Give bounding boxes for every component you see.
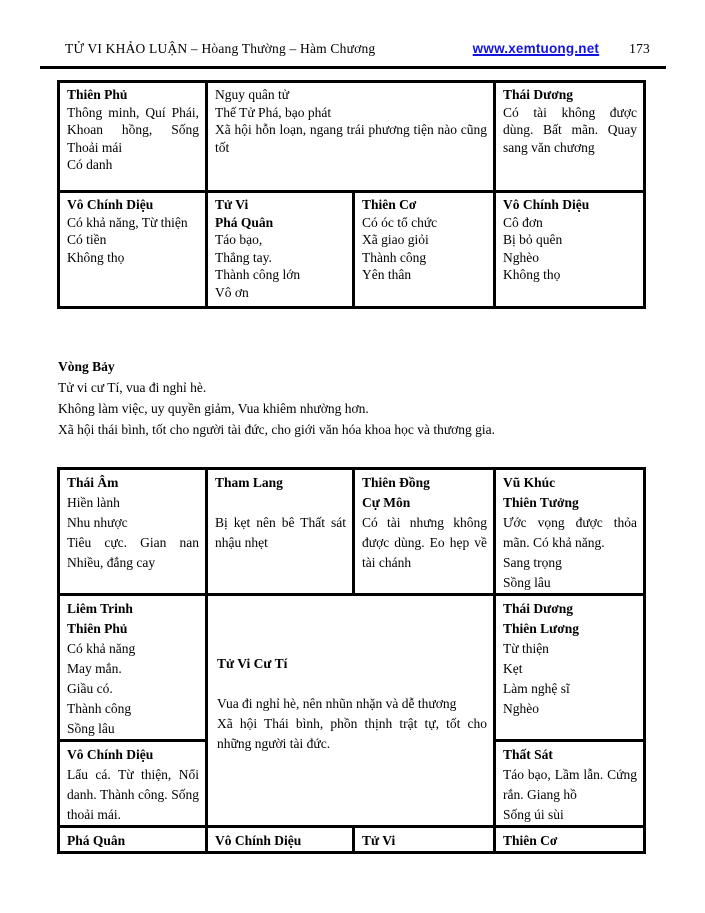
cell-body: Có tài nhưng không được dùng. Eo hẹp về tài chánh (362, 515, 487, 570)
astro-chart-table-top (57, 80, 646, 309)
cell-title: Tham Lang (215, 475, 283, 490)
cell-body: Có óc tổ chức Xã giao giỏi Thành công Yên thân (362, 214, 438, 283)
cell-vu-khuc-thien-tuong (495, 469, 645, 595)
cell-title: Vô Chính Diệu (67, 197, 154, 212)
cell-body: Nguy quân tử Thế Tử Phá, bạo phát Xã hội hỗn loạn, ngang trái phương tiện nào cũng tốt (215, 87, 487, 155)
cell-title: Thiên Đồng Cự Môn (362, 475, 430, 510)
cell-title: Thái Dương Thiên Lương (503, 601, 579, 636)
cell-title: Vũ Khúc Thiên Tưởng (503, 475, 579, 510)
cell-thai-duong-thien-luong (495, 595, 645, 741)
cell-vo-chinh-dieu-4 (207, 827, 354, 853)
cell-body: Vua đi nghỉ hè, nên nhũn nhặn và dễ thương Xã hội Thái bình, phồn thịnh trật tự, tốt cho những người tài đức. (217, 696, 487, 751)
cell-body: Lẩu cá. Từ thiện, Nổi danh. Thành công. Sống thoải mái. (67, 767, 199, 822)
cell-title: Tử Vi (362, 833, 396, 848)
cell-tu-vi-pha-quan (207, 192, 354, 308)
section-text: Tử vi cư Tí, vua đi nghỉ hè. Không làm việc, uy quyền giảm, Vua khiêm nhường hơn. Xã hội thái bình, tốt cho người tài đức, cho giới văn hóa khoa học và thương gia. (58, 380, 496, 437)
cell-thai-duong-top (495, 82, 645, 192)
section-heading: Vòng Bảy (58, 359, 115, 374)
cell-title: Tử Vi Cư Tí (217, 656, 288, 671)
cell-thien-co-bottom (495, 827, 645, 853)
cell-body: Hiền lành Nhu nhược Tiêu cực. Gian nan Nhiều, đắng cay (67, 495, 199, 570)
header-title: TỬ VI KHẢO LUẬN – Hòang Thường – Hàm Chương (65, 41, 376, 56)
vong-bay-section (58, 356, 658, 440)
cell-pha-quan (59, 827, 207, 853)
cell-vo-chinh-dieu-2 (495, 192, 645, 308)
cell-nguy-quan-tu (207, 82, 495, 192)
cell-that-sat (495, 741, 645, 827)
cell-title: Tử Vi Phá Quân (215, 197, 274, 230)
cell-tham-lang (207, 469, 354, 595)
cell-tu-vi-bottom (354, 827, 495, 853)
cell-tu-vi-cu-ti (207, 595, 495, 827)
cell-title: Phá Quân (67, 833, 126, 848)
cell-title: Vô Chính Diệu (503, 197, 590, 212)
cell-body: Từ thiện Kẹt Làm nghệ sĩ Nghèo (503, 641, 570, 716)
cell-title: Thái Dương (503, 87, 573, 102)
astro-chart-table-bottom (57, 467, 646, 854)
cell-title: Thiên Phủ (67, 87, 128, 102)
cell-thai-am (59, 469, 207, 595)
cell-body: Có khả năng May mắn. Giầu có. Thành công Sồng lâu (67, 641, 136, 736)
website-link[interactable]: www.xemtuong.net (472, 41, 600, 56)
cell-body: Thông minh, Quí Phái, Khoan hồng, Sống Thoải mái Có danh (67, 104, 199, 173)
cell-title: Vô Chính Diệu (67, 747, 154, 762)
cell-title: Thiên Cơ (362, 197, 417, 212)
cell-body: Bị kẹt nên bê Thất sát nhậu nhẹt (215, 515, 346, 550)
cell-vo-chinh-dieu-1 (59, 192, 207, 308)
cell-vo-chinh-dieu-3 (59, 741, 207, 827)
cell-thien-dong-cu-mon (354, 469, 495, 595)
page-number: 173 (629, 41, 650, 56)
cell-body: Ước vọng được thỏa mãn. Có khả năng. Sang trọng Sồng lâu (503, 515, 637, 590)
header-rule (40, 66, 666, 69)
cell-body: Cô đơn Bị bỏ quên Nghèo Không thọ (503, 214, 563, 283)
cell-thien-co-top (354, 192, 495, 308)
cell-body: Có khả năng, Từ thiện Có tiền Không thọ (67, 214, 188, 265)
cell-body: Táo bạo, Lầm lẫn. Cứng rắn. Giang hồ Sống úi sùi (503, 767, 637, 822)
cell-title: Vô Chính Diệu (215, 833, 302, 848)
cell-title: Thất Sát (503, 747, 553, 762)
cell-body: Có tài không được dùng. Bất mãn. Quay sang văn chương (503, 104, 637, 155)
page-header (65, 41, 650, 57)
cell-title: Liêm Trinh Thiên Phủ (67, 601, 133, 636)
cell-thien-phu (59, 82, 207, 192)
cell-title: Thiên Cơ (503, 833, 558, 848)
cell-body: Táo bạo, Thẳng tay. Thành công lớn Vô ơn (215, 232, 301, 300)
cell-liem-trinh-thien-phu (59, 595, 207, 741)
cell-title: Thái Âm (67, 475, 119, 490)
